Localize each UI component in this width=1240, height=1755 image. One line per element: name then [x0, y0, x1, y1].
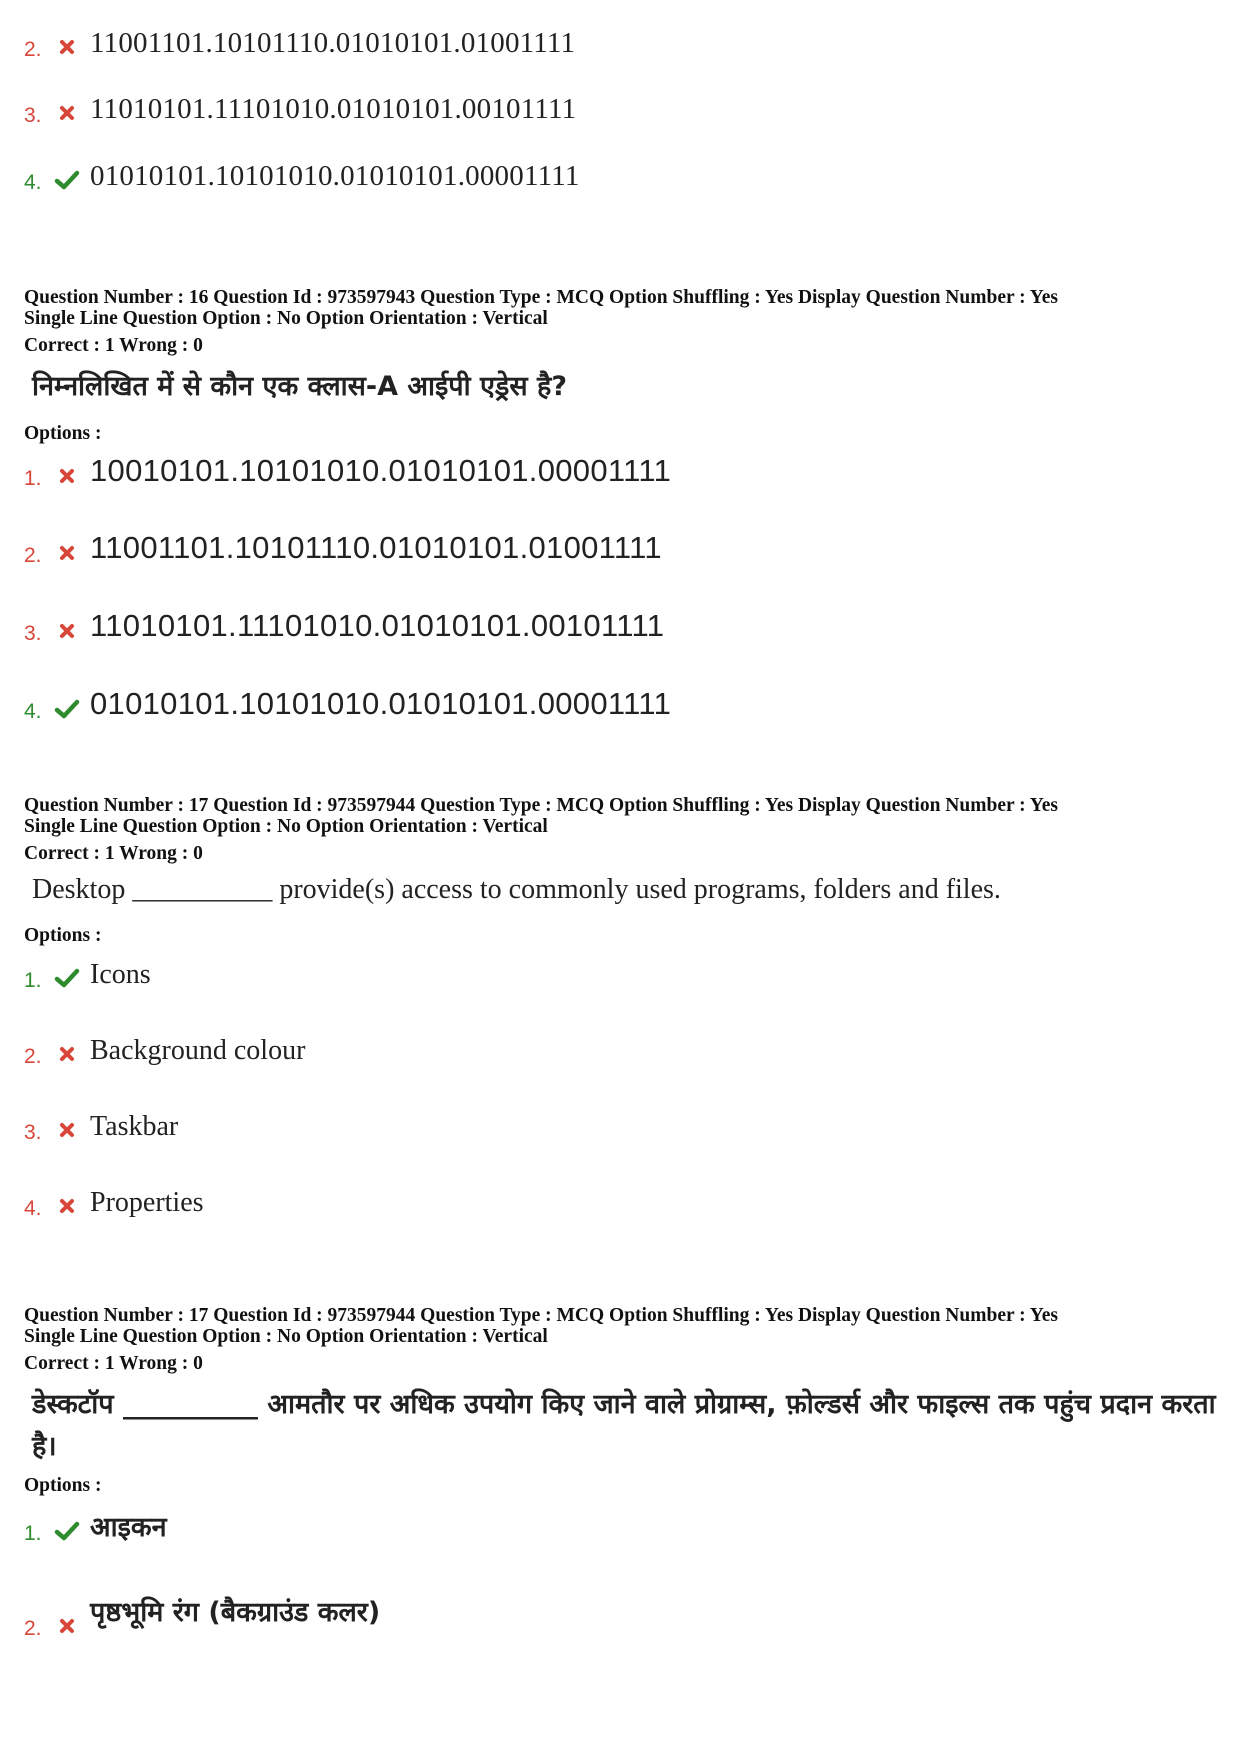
- check-icon: [54, 698, 80, 720]
- option-text: 01010101.10101010.01010101.00001111: [90, 686, 672, 721]
- question-meta: [24, 287, 1204, 329]
- question-meta-line1: Question Number : 17 Question Id : 973597944 Question Type : MCQ Option Shuffling : Yes Display Question Number : Yes: [24, 1305, 1058, 1326]
- cross-icon: [54, 1615, 80, 1637]
- check-icon: [54, 967, 80, 989]
- option-row: [24, 686, 1124, 726]
- option-row: [24, 1597, 1124, 1643]
- option-number: 3.: [24, 104, 42, 127]
- check-icon: [54, 169, 80, 191]
- option-row: [24, 453, 1124, 493]
- options-label: Options :: [24, 1475, 102, 1496]
- option-text: Icons: [90, 959, 151, 990]
- question-text: डेस्कटॉप __________ आमतौर पर अधिक उपयोग किए जाने वाले प्रोग्राम्स, फ़ोल्डर्स और फाइल्स तक पहुंच प्रदान करता है।: [32, 1389, 1216, 1462]
- option-number: 2.: [24, 38, 42, 61]
- option-text: 11001101.10101110.01010101.01001111: [90, 530, 662, 565]
- question-score: Correct : 1 Wrong : 0: [24, 1353, 203, 1374]
- option-text: पृष्ठभूमि रंग (बैकग्राउंड कलर): [90, 1597, 381, 1628]
- question-meta-line2: Single Line Question Option : No Option Orientation : Vertical: [24, 1326, 548, 1347]
- option-number: 1.: [24, 467, 42, 490]
- cross-icon: [54, 620, 80, 642]
- option-text: 10010101.10101010.01010101.00001111: [90, 453, 672, 488]
- cross-icon: [54, 1119, 80, 1141]
- cross-icon: [54, 465, 80, 487]
- option-text: आइकन: [90, 1512, 167, 1543]
- question-meta-line1: Question Number : 16 Question Id : 973597943 Question Type : MCQ Option Shuffling : Yes Display Question Number : Yes: [24, 287, 1058, 308]
- option-number: 1.: [24, 1522, 42, 1545]
- option-text: Properties: [90, 1187, 204, 1218]
- option-row: [24, 955, 1124, 995]
- option-row: [24, 90, 1124, 130]
- question-text: Desktop __________ provide(s) access to commonly used programs, folders and files.: [32, 874, 1001, 905]
- option-number: 4.: [24, 700, 42, 723]
- option-number: 3.: [24, 1121, 42, 1144]
- cross-icon: [54, 1043, 80, 1065]
- option-number: 1.: [24, 969, 42, 992]
- cross-icon: [54, 102, 80, 124]
- option-number: 4.: [24, 171, 42, 194]
- question-meta: [24, 1305, 1204, 1347]
- question-score: Correct : 1 Wrong : 0: [24, 843, 203, 864]
- question-meta-line2: Single Line Question Option : No Option Orientation : Vertical: [24, 308, 548, 329]
- option-text: Taskbar: [90, 1111, 179, 1142]
- option-row: [24, 530, 1124, 570]
- option-text: 01010101.10101010.01010101.00001111: [90, 160, 580, 192]
- option-number: 4.: [24, 1197, 42, 1220]
- check-icon: [54, 1520, 80, 1542]
- option-number: 2.: [24, 544, 42, 567]
- option-row: [24, 157, 1124, 197]
- option-text: Background colour: [90, 1035, 306, 1066]
- question-text: निम्नलिखित में से कौन एक क्लास-A आईपी एड्रेस है?: [32, 371, 567, 402]
- option-text: 11001101.10101110.01010101.01001111: [90, 27, 576, 59]
- option-row: [24, 608, 1124, 648]
- options-label: Options :: [24, 423, 102, 444]
- option-row: [24, 1508, 1124, 1548]
- option-text: 11010101.11101010.01010101.00101111: [90, 93, 577, 125]
- options-label: Options :: [24, 925, 102, 946]
- question-meta: [24, 795, 1204, 837]
- option-text: 11010101.11101010.01010101.00101111: [90, 608, 665, 643]
- cross-icon: [54, 542, 80, 564]
- question-meta-line2: Single Line Question Option : No Option Orientation : Vertical: [24, 816, 548, 837]
- option-number: 2.: [24, 1045, 42, 1068]
- question-score: Correct : 1 Wrong : 0: [24, 335, 203, 356]
- option-row: [24, 1183, 1124, 1223]
- option-number: 3.: [24, 622, 42, 645]
- option-row: [24, 1031, 1124, 1071]
- option-number: 2.: [24, 1617, 42, 1640]
- cross-icon: [54, 36, 80, 58]
- cross-icon: [54, 1195, 80, 1217]
- option-row: [24, 24, 1124, 64]
- option-row: [24, 1107, 1124, 1147]
- question-meta-line1: Question Number : 17 Question Id : 973597944 Question Type : MCQ Option Shuffling : Yes Display Question Number : Yes: [24, 795, 1058, 816]
